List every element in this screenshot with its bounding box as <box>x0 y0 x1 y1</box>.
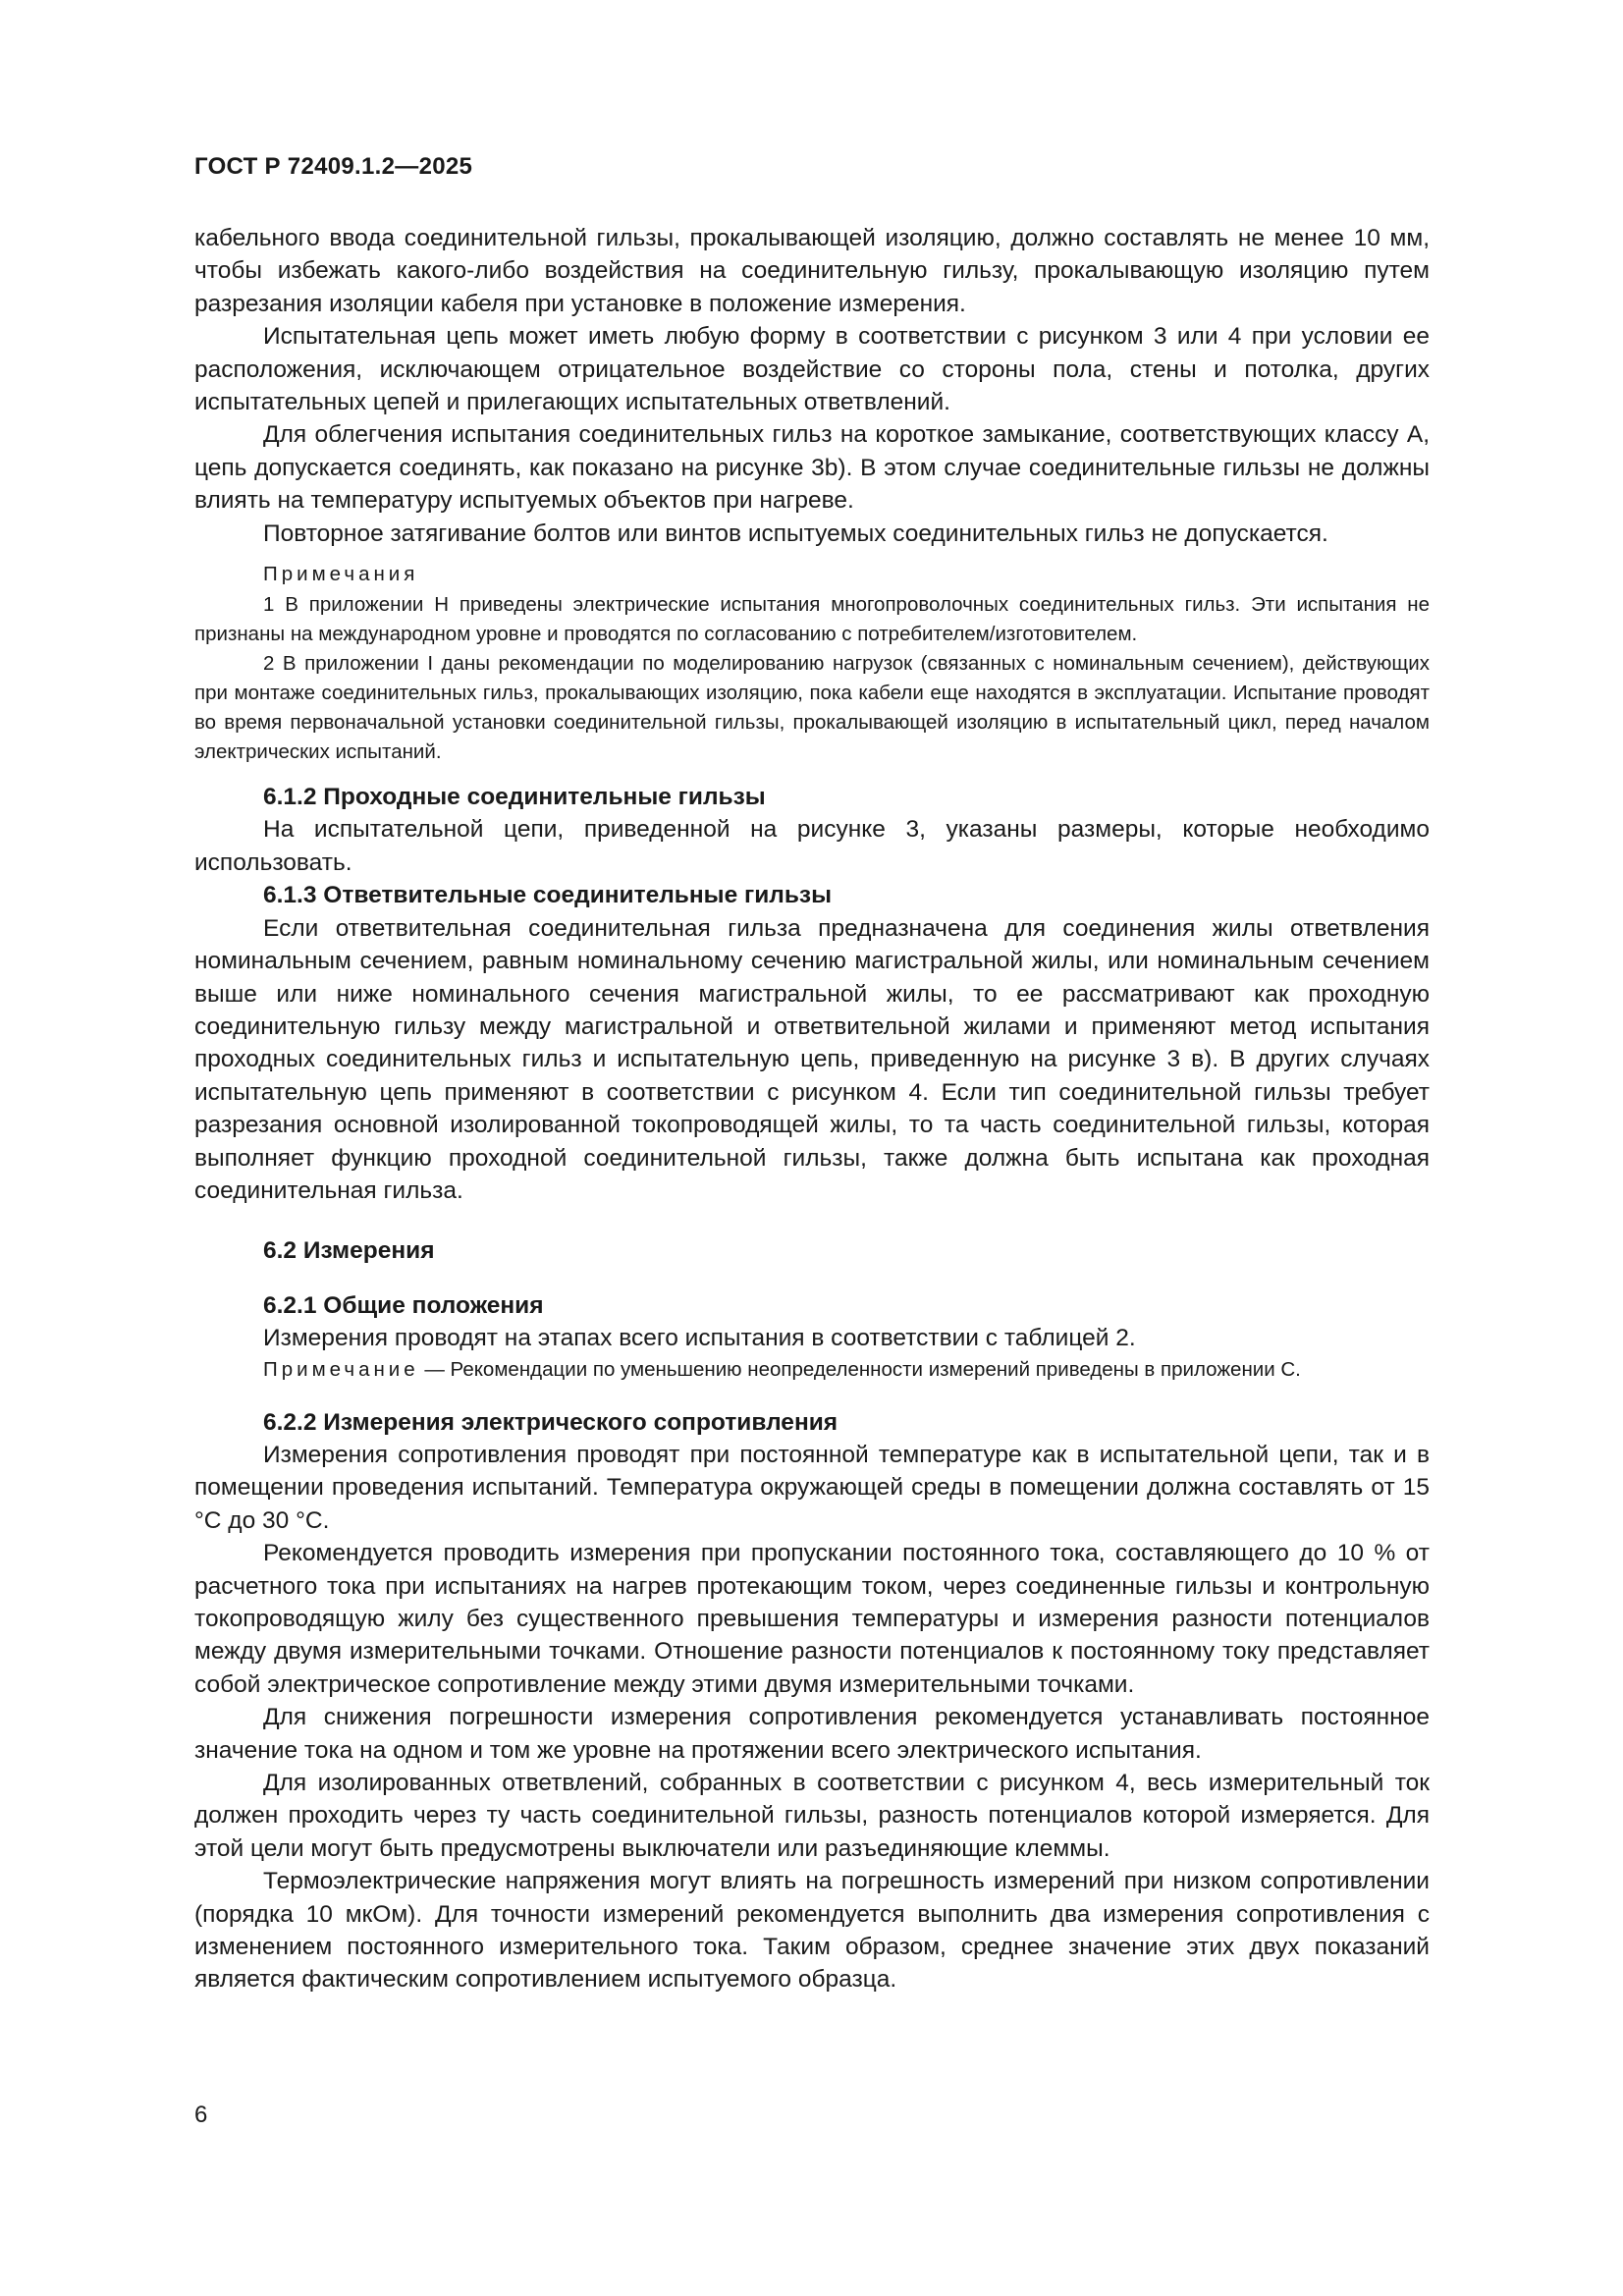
inline-note <box>194 1355 1430 1385</box>
section-heading-6-2-2: 6.2.2 Измерения электрического сопротивления <box>263 1408 839 1436</box>
note-label: Примечание <box>263 1357 419 1381</box>
paragraph: Рекомендуется проводить измерения при пропускании постоянного тока, составляющего до 10 % от расчетного тока при испытаниях на нагрев протекающим током, через соединенные гильзы и контрольную токопроводящую жилу без существенного превышения температуры и измерения разности потенциалов между двумя измерительными точками. Отношение разности потенциалов к постоянному току представляет собой электрическое сопротивление между этими двумя измерительными точками. <box>194 1540 1430 1698</box>
note-item: 1 В приложении Н приведены электрические испытания многопроволочных соединительных гильз. Эти испытания не признаны на международном уровне и проводятся по согласованию с потребителем/изготовителем. <box>194 593 1430 646</box>
paragraph: Измерения сопротивления проводят при постоянной температуре как в испытательной цепи, так и в помещении проведения испытаний. Температура окружающей среды в помещении должна составлять от 15 °С до 30 °С. <box>194 1441 1430 1534</box>
paragraph: На испытательной цепи, приведенной на рисунке 3, указаны размеры, которые необходимо использовать. <box>194 816 1430 876</box>
section-heading-6-2: 6.2 Измерения <box>263 1237 435 1265</box>
document-body <box>194 222 1430 1996</box>
notes-title: Примечания <box>263 563 419 586</box>
paragraph: Повторное затягивание болтов или винтов испытуемых соединительных гильз не допускается. <box>263 519 1328 547</box>
section-heading-6-1-3: 6.1.3 Ответвительные соединительные гильзы <box>263 882 833 909</box>
document-header: ГОСТ Р 72409.1.2—2025 <box>194 153 473 180</box>
paragraph: Термоэлектрические напряжения могут влиять на погрешность измерений при низком сопротивлении (порядка 10 мкОм). Для точности измерений рекомендуется выполнить два измерения сопротивления с изменением постоянного измерительного тока. Таким образом, среднее значение этих двух показаний является фактическим сопротивлением испытуемого образца. <box>194 1868 1430 1994</box>
paragraph: Если ответвительная соединительная гильза предназначена для соединения жилы ответвления номинальным сечением, равным номинальному сечению магистральной жилы, или номинальным сечением выше или ниже номинального сечения магистральной жилы, то ее рассматривают как проходную соединительную гильзу между магистральной и ответвительной жилами и применяют метод испытания проходных соединительных гильз и испытательную цепь, приведенную на рисунке 3 в). В других случаях испытательную цепь применяют в соответствии с рисунком 4. Если тип соединительной гильзы требует разрезания основной изолированной токопроводящей жилы, то та часть соединительной гильзы, которая выполняет функцию проходной соединительной гильзы, также должна быть испытана как проходная соединительная гильза. <box>194 914 1430 1204</box>
paragraph: Для снижения погрешности измерения сопротивления рекомендуется устанавливать постоянное значение тока на одном и том же уровне на протяжении всего электрического испытания. <box>194 1704 1430 1764</box>
section-heading-6-1-2: 6.1.2 Проходные соединительные гильзы <box>263 784 766 811</box>
paragraph: Для изолированных ответвлений, собранных в соответствии с рисунком 4, весь измерительный ток должен проходить через ту часть соединительной гильзы, разность потенциалов которой измеряется. Для этой цели могут быть предусмотрены выключатели или разъединяющие клеммы. <box>194 1770 1430 1862</box>
paragraph: Для облегчения испытания соединительных гильз на короткое замыкание, соответствующих классу А, цепь допускается соединять, как показано на рисунке 3b). В этом случае соединительные гильзы не должны влиять на температуру испытуемых объектов при нагреве. <box>194 421 1430 515</box>
note-item: 2 В приложении I даны рекомендации по моделированию нагрузок (связанных с номинальным сечением), действующих при монтаже соединительных гильз, прокалывающих изоляцию, пока кабели еще находятся в эксплуатации. Испытание проводят во время первоначальной установки соединительной гильзы, прокалывающей изоляцию в испытательный цикл, перед началом электрических испытаний. <box>194 652 1430 764</box>
section-heading-6-2-1: 6.2.1 Общие положения <box>263 1291 544 1319</box>
note-text: — Рекомендации по уменьшению неопределенности измерений приведены в приложении С. <box>418 1357 1301 1381</box>
paragraph: кабельного ввода соединительной гильзы, прокалывающей изоляцию, должно составлять не менее 10 мм, чтобы избежать какого-либо воздействия на соединительную гильзу, прокалывающую изоляцию путем разрезания изоляции кабеля при установке в положение измерения. <box>194 225 1430 317</box>
paragraph: Измерения проводят на этапах всего испытания в соответствии с таблицей 2. <box>263 1325 1136 1352</box>
page-number: 6 <box>194 2102 208 2128</box>
paragraph: Испытательная цепь может иметь любую форму в соответствии с рисунком 3 или 4 при условии ее расположения, исключающем отрицательное воздействие со стороны пола, стены и потолка, других испытательных цепей и прилегающих испытательных ответвлений. <box>194 323 1430 416</box>
